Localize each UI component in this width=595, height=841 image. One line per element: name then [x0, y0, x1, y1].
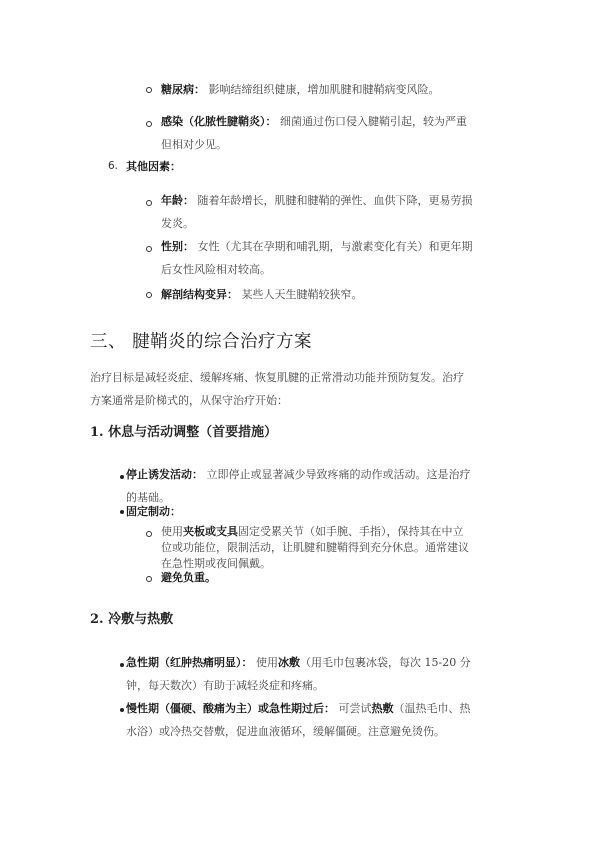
term-label: 慢性期（僵硬、酸痛为主）或急性期过后： [126, 702, 335, 715]
term-label: 停止诱发活动： [126, 468, 203, 481]
list-bullet-circle [146, 121, 152, 127]
term-text: 某些人天生腱鞘较狭窄。 [241, 288, 363, 301]
text-fragment: 固定受累关节（如手腕、手指），保持其在中立 [238, 525, 464, 538]
term-label: 解剖结构变异： [161, 288, 238, 301]
term-text-cont: 的基础。 [126, 491, 170, 504]
list-item-infection [161, 110, 595, 156]
list-bullet-circle [146, 576, 152, 582]
bold-term: 冰敷 [278, 656, 300, 669]
list-bullet-circle [146, 246, 152, 252]
list-bullet-circle [146, 292, 152, 298]
bold-term: 热敷 [371, 702, 394, 715]
list-bullet-dot [120, 708, 124, 712]
list-bullet-dot [120, 663, 124, 667]
list-item-anatomy [161, 283, 595, 306]
text-fragment: 使用 [256, 656, 278, 669]
intro-line: 治疗目标是减轻炎症、缓解疼痛、恢复肌腱的正常滑动功能并预防复发。治疗 [90, 371, 464, 384]
list-number: 6. [108, 160, 119, 172]
list-bullet-dot [120, 510, 124, 514]
term-text-cont: 但相对少见。 [161, 138, 227, 151]
term-label: 性别： [161, 240, 194, 253]
list-item-diabetes [161, 78, 595, 101]
list-bullet-circle [146, 87, 152, 93]
term-text: 女性（尤其在孕期和哺乳期，与激素变化有关）和更年期 [197, 240, 473, 253]
term-label: 急性期（红肿热痛明显）： [126, 656, 253, 669]
text-fragment: 水浴）或冷热交替敷，促进血液循环，缓解僵硬。注意避免烫伤。 [126, 725, 445, 738]
section-heading: 三、 腱鞘炎的综合治疗方案 [90, 332, 313, 352]
section-intro [90, 366, 595, 412]
bold-term: 避免负重。 [161, 571, 216, 584]
list-item-splint [161, 524, 595, 572]
subsection-heading-cold-heat: 2. 冷敷与热敷 [90, 612, 174, 627]
bold-term: 夹板或支具 [183, 525, 238, 538]
term-text-cont: 发炎。 [161, 217, 194, 230]
term-label: 固定制动： [126, 505, 181, 518]
text-fragment: 位或功能位，限制活动，让肌腱和腱鞘得到充分休息。通常建议 [161, 541, 469, 554]
term-text: 细菌通过伤口侵入腱鞘引起，较为严重 [280, 115, 467, 128]
list-item-chronic [126, 697, 595, 743]
intro-line: 方案通常是阶梯式的，从保守治疗开始： [90, 394, 288, 407]
list-item-age [161, 189, 595, 235]
list-item-sex [161, 235, 595, 281]
text-fragment: （温热毛巾、热 [393, 702, 471, 715]
text-fragment: 可尝试 [338, 702, 372, 715]
list-item-immobilize [126, 500, 595, 523]
term-label: 感染（化脓性腱鞘炎）： [161, 115, 277, 128]
term-text: 随着年龄增长，肌腱和腱鞘的弹性、血供下降，更易劳损 [197, 194, 473, 207]
subsection-heading-rest: 1. 休息与活动调整（首要措施） [90, 425, 278, 440]
list-bullet-circle [146, 200, 152, 206]
item-title: 其他因素： [126, 160, 181, 173]
list-item-avoid-load [161, 570, 595, 586]
text-fragment: 钟，每天数次）有助于减轻炎症和疼痛。 [126, 679, 324, 692]
term-text-cont: 后女性风险相对较高。 [161, 263, 271, 276]
list-item-other-factors [126, 155, 595, 178]
text-fragment: （用毛巾包裹冰袋，每次 15-20 分 [300, 656, 471, 669]
list-bullet-circle [146, 531, 152, 537]
term-label: 糖尿病： [161, 83, 205, 96]
term-text: 立即停止或显著减少导致疼痛的动作或活动。这是治疗 [206, 468, 471, 481]
text-fragment: 使用 [161, 525, 183, 538]
text-fragment: 在急性期或夜间佩戴。 [161, 557, 271, 570]
term-text: 影响结缔组织健康，增加肌腱和腱鞘病变风险。 [208, 83, 440, 96]
list-item-acute [126, 651, 595, 697]
list-bullet-dot [120, 475, 124, 479]
term-label: 年龄： [161, 194, 194, 207]
